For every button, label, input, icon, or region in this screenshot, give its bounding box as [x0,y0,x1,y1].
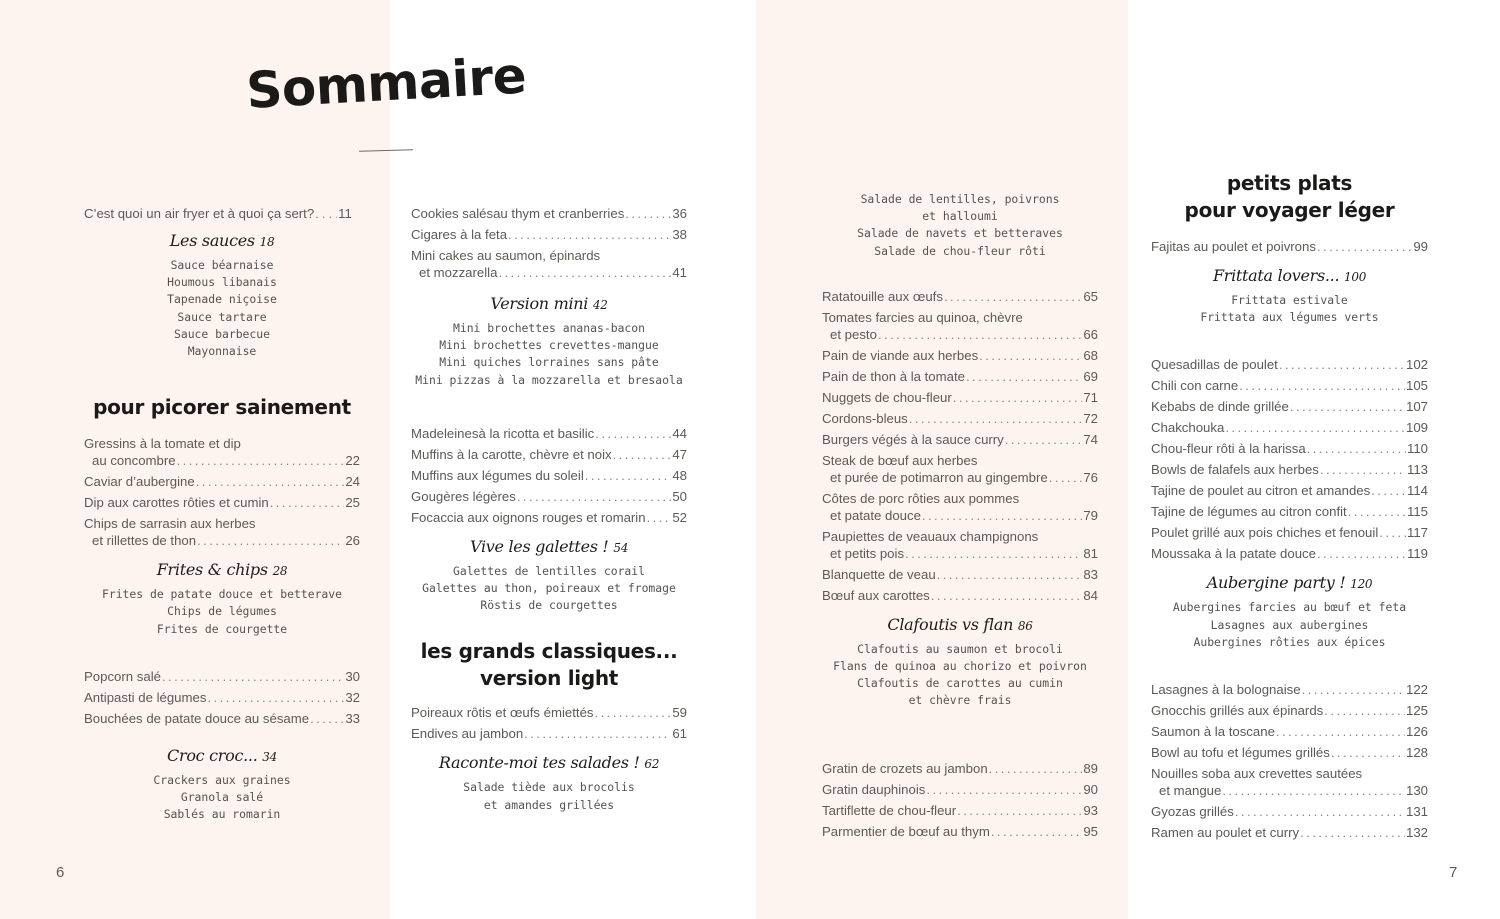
recipe-item[interactable]: Salade tiède aux brocolis [463,780,635,795]
leader-dots [207,689,344,706]
leader-dots [270,494,345,511]
toc-entry[interactable]: Poulet grillé aux pois chiches et fenouil ..... 117 [1151,524,1428,541]
recipe-item[interactable]: et halloumi [922,209,998,224]
recipe-item[interactable]: Mini brochettes ananas-bacon [452,321,646,335]
leader-dots [1371,482,1406,499]
leader-dots [162,668,344,685]
toc-entry[interactable]: Bouchées de patate douce au sésame ..... 33 [84,710,360,727]
recipe-item[interactable]: Mini pizzas à la mozzarella et bresaola [415,372,683,387]
subsection-title-clafoutis[interactable]: Clafoutis vs flan 86 [887,614,1033,634]
leader-dots [613,446,672,463]
leader-dots [909,410,1083,427]
leader-dots [197,532,344,549]
toc-entry[interactable]: Parmentier de bœuf au thym ..... 95 [822,823,1098,840]
subsection-title-frittata[interactable]: Frittata lovers... 100 [1212,266,1367,285]
leader-dots [647,509,672,526]
leader-dots [524,725,671,742]
section-title-petits-plats: petits plats pour voyager léger [1184,171,1395,222]
toc-entry[interactable]: Cookies salésau thym et cranberries ..... 36 [411,205,687,222]
recipe-item[interactable]: Granola salé [180,790,264,805]
toc-entry[interactable]: Poireaux rôtis et œufs émiettés ..... 59 [411,704,687,721]
leader-dots [1235,803,1405,820]
toc-entry[interactable]: Nouilles soba aux crevettes sautées et mangue ..... 130 [1151,765,1428,799]
page-number-right: 7 [1449,864,1458,881]
subsection-title-sauces[interactable]: Les sauces 18 [169,231,275,250]
leader-dots [1320,461,1406,478]
toc-entry[interactable]: Chou-fleur rôti à la harissa ..... 110 [1151,440,1428,457]
recipe-item[interactable]: Frites de patate douce et betterave [101,587,343,602]
leader-dots [1290,398,1405,415]
subsection-title-aubergine[interactable]: Aubergine party ! 120 [1206,573,1373,593]
recipe-item[interactable]: Frites de courgette [156,621,288,636]
toc-entry[interactable]: Chakchouka ..... 109 [1151,419,1428,436]
recipe-item[interactable]: Aubergines farcies au bœuf et feta [1172,600,1407,615]
leader-dots [1005,431,1083,448]
leader-dots [878,326,1082,343]
leader-dots [966,368,1082,385]
toc-entry[interactable]: Gnocchis grillés aux épinards ..... 125 [1151,702,1428,719]
toc-entry[interactable]: Pain de viande aux herbes ..... 68 [822,347,1098,364]
toc-entry[interactable]: Bœuf aux carottes ..... 84 [822,587,1098,604]
recipe-item[interactable]: Sauce barbecue [173,326,270,341]
recipe-item[interactable]: Flans de quinoa au chorizo et poivron [833,659,1087,674]
toc-entry[interactable]: Ramen au poulet et curry ..... 132 [1151,824,1428,841]
toc-column-2 [411,205,687,814]
leader-dots [1049,469,1083,486]
toc-entry[interactable]: C’est quoi un air fryer et à quoi ça sert? ..... 11 [84,205,360,222]
toc-entry[interactable]: Tajine de légumes au citron confit ..... 115 [1151,503,1428,520]
toc-entry[interactable]: Cigares à la feta ..... 38 [411,226,687,243]
section-title-classiques: les grands classiques... version light [420,639,678,691]
toc-entry[interactable]: Gressins à la tomate et dip au concombre ..... 22 [84,435,360,469]
recipe-item[interactable]: Houmous libanais [167,275,277,290]
recipe-item[interactable]: Salade de navets et betteraves [857,226,1063,241]
leader-dots [1302,681,1405,698]
toc-entry[interactable]: Bowl au tofu et légumes grillés ..... 128 [1151,744,1428,761]
recipe-item[interactable]: Lasagnes aux aubergines [1210,617,1369,632]
toc-entry[interactable]: Focaccia aux oignons rouges et romarin ..... 52 [411,509,687,526]
leader-dots [585,467,672,484]
toc-entry[interactable]: Popcorn salé ..... 30 [84,668,360,685]
toc-column-3 [822,191,1098,840]
leader-dots [953,389,1083,406]
subsection-title-salades[interactable]: Raconte-moi tes salades ! 62 [438,753,660,773]
toc-entry[interactable]: Madeleinesà la ricotta et basilic ..... 44 [411,425,687,442]
leader-dots [1379,524,1406,541]
section-title-picorer: pour picorer sainement [93,395,351,420]
toc-entry[interactable]: Kebabs de dinde grillée ..... 107 [1151,398,1428,415]
leader-dots [957,802,1082,819]
leader-dots [315,205,337,222]
leader-dots [926,781,1082,798]
recipe-item[interactable]: Tapenade niçoise [167,292,277,307]
toc-entry[interactable]: Gougères légères ..... 50 [411,488,687,505]
toc-entry[interactable]: Cordons-bleus ..... 72 [822,410,1098,427]
toc-entry[interactable]: Muffins aux légumes du soleil ..... 48 [411,467,687,484]
recipe-item[interactable]: Sauce béarnaise [170,258,274,272]
toc-entry[interactable]: Lasagnes à la bolognaise ..... 122 [1151,681,1428,698]
leader-dots [177,452,345,469]
toc-entry[interactable]: Gyozas grillés ..... 131 [1151,803,1428,820]
leader-dots [931,587,1083,604]
recipe-item[interactable]: Röstis de courgettes [480,598,618,613]
subsection-title-croc[interactable]: Croc croc... 34 [167,745,277,765]
subsection-title-frites[interactable]: Frites & chips 28 [156,560,288,580]
toc-entry[interactable]: Chili con carne ..... 105 [1151,377,1428,394]
toc-entry[interactable]: Bowls de falafels aux herbes ..... 113 [1151,461,1428,478]
toc-entry[interactable]: Steak de bœuf aux herbes et purée de potimarron au gingembre ..... 76 [822,452,1098,486]
page-title: Sommaire [244,46,528,120]
recipe-item[interactable]: Chips de légumes [167,604,277,619]
toc-entry[interactable]: Côtes de porc rôties aux pommes et patate douce ..... 79 [822,490,1098,524]
toc-entry[interactable]: Saumon à la toscane ..... 126 [1151,723,1428,740]
leader-dots [508,226,671,243]
leader-dots [944,288,1082,305]
toc-entry[interactable]: Antipasti de légumes ..... 32 [84,689,360,706]
recipe-item[interactable]: Crackers aux graines [153,772,291,787]
leader-dots [1307,440,1406,457]
recipe-item[interactable]: Clafoutis de carottes au cumin [857,676,1063,691]
recipe-item[interactable]: Galettes au thon, poireaux et fromage [422,581,676,596]
toc-entry[interactable]: Caviar d’aubergine ..... 24 [84,473,360,490]
leader-dots [1239,377,1405,394]
toc-entry[interactable]: Tomates farcies au quinoa, chèvre et pesto ..... 66 [822,309,1098,343]
leader-dots [1317,238,1412,255]
toc-entry[interactable]: Chips de sarrasin aux herbes et rillettes de thon ..... 26 [84,515,360,549]
leader-dots [989,760,1083,777]
leader-dots [1300,824,1405,841]
recipe-item[interactable]: Frittata aux légumes verts [1200,310,1379,325]
toc-entry[interactable]: Endives au jambon ..... 61 [411,725,687,742]
toc-entry[interactable]: Blanquette de veau ..... 83 [822,566,1098,583]
leader-dots [1317,545,1406,562]
toc-entry[interactable]: Tajine de poulet au citron et amandes ..... 114 [1151,482,1428,499]
toc-entry[interactable]: Quesadillas de poulet ..... 102 [1151,356,1428,373]
recipe-item[interactable]: Aubergines rôties aux épices [1193,634,1386,649]
leader-dots [595,704,672,721]
recipe-item[interactable]: Mini quiches lorraines sans pâte [439,355,659,370]
toc-entry[interactable]: Gratin de crozets au jambon ..... 89 [822,760,1098,777]
leader-dots [922,507,1082,524]
toc-entry[interactable]: Fajitas au poulet et poivrons ..... 99 [1151,238,1428,255]
leader-dots [498,264,671,281]
toc-entry[interactable]: Dip aux carottes rôties et cumin ..... 25 [84,494,360,511]
leader-dots [1222,782,1405,799]
toc-entry[interactable]: Mini cakes au saumon, épinards et mozzarella ..... 41 [411,247,687,281]
leader-dots [595,425,671,442]
toc-entry[interactable]: Nuggets de chou-fleur ..... 71 [822,389,1098,406]
toc-entry[interactable]: Paupiettes de veauaux champignons et petits pois ..... 81 [822,528,1098,562]
toc-column-1 [84,205,360,823]
toc-entry[interactable]: Moussaka à la patate douce ..... 119 [1151,545,1428,562]
leader-dots [1279,356,1405,373]
leader-dots [1348,503,1406,520]
recipe-item[interactable]: Salade de lentilles, poivrons [860,192,1060,206]
recipe-item[interactable]: et amandes grillées [483,797,615,812]
subsection-title-mini[interactable]: Version mini 42 [490,294,608,313]
leader-dots [625,205,671,222]
toc-entry[interactable]: Muffins à la carotte, chèvre et noix ..... 47 [411,446,687,463]
recipe-item[interactable]: Mini brochettes crevettes-mangue [439,338,659,353]
leader-dots [1276,723,1405,740]
recipe-item[interactable]: et chèvre frais [908,693,1012,708]
toc-entry[interactable]: Ratatouille aux œufs ..... 65 [822,288,1098,305]
recipe-item[interactable]: Clafoutis au saumon et brocoli [857,641,1063,656]
toc-entry[interactable]: Burgers végés à la sauce curry ..... 74 [822,431,1098,448]
leader-dots [196,473,345,490]
recipe-item[interactable]: Sablés au romarin [163,807,281,822]
leader-dots [1324,702,1405,719]
page-number-left: 6 [56,864,65,881]
leader-dots [310,710,344,727]
toc-entry[interactable]: Pain de thon à la tomate ..... 69 [822,368,1098,385]
recipe-item[interactable]: Sauce tartare [177,309,267,324]
recipe-item[interactable]: Galettes de lentilles corail [452,563,646,578]
recipe-item[interactable]: Frittata estivale [1231,293,1348,307]
leader-dots [937,566,1083,583]
toc-column-4 [1151,170,1428,841]
leader-dots [905,545,1082,562]
leader-dots [1225,419,1405,436]
subsection-title-galettes[interactable]: Vive les galettes ! 54 [469,536,629,556]
toc-entry[interactable]: Gratin dauphinois ..... 90 [822,781,1098,798]
leader-dots [517,488,671,505]
leader-dots [1331,744,1405,761]
recipe-item[interactable]: Salade de chou-fleur rôti [874,243,1046,258]
recipe-item[interactable]: Mayonnaise [187,344,257,359]
toc-entry[interactable]: Tartiflette de chou-fleur ..... 93 [822,802,1098,819]
leader-dots [979,347,1082,364]
leader-dots [991,823,1082,840]
